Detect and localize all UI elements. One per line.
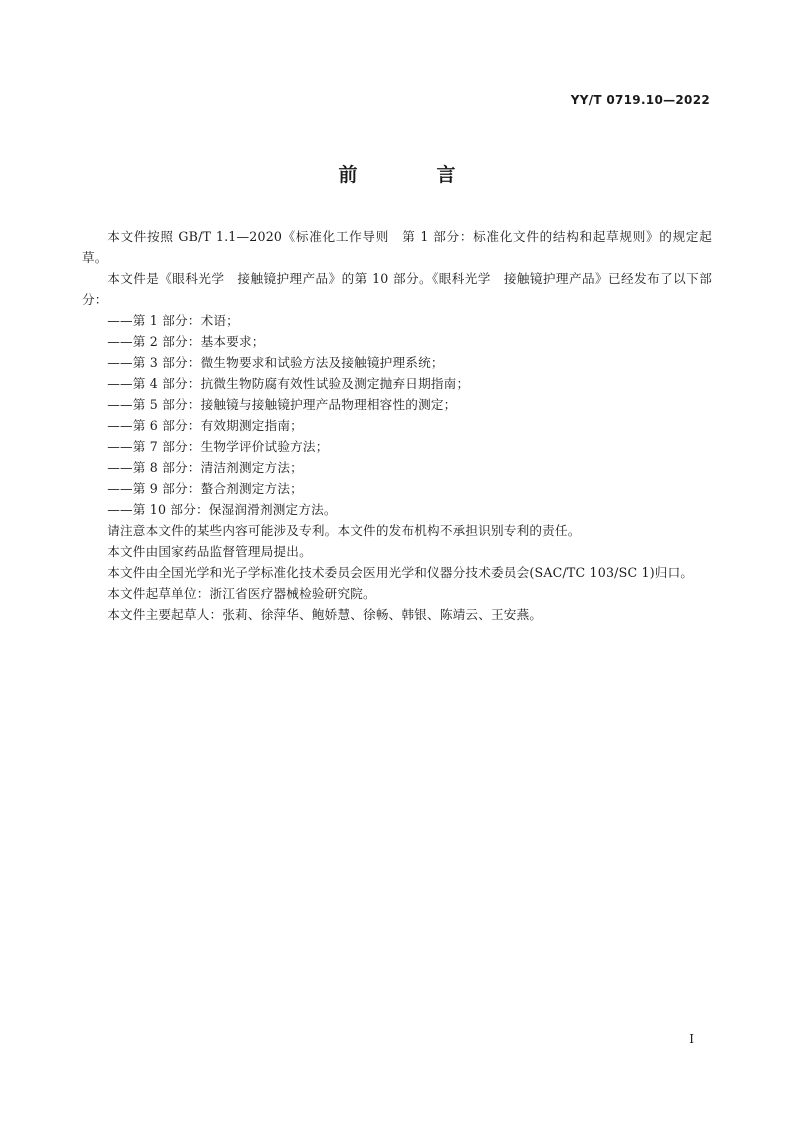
list-item: ——第 6 部分：有效期测定指南； <box>107 418 303 433</box>
list-item: ——第 10 部分：保湿润滑剂测定方法。 <box>107 502 337 517</box>
page-title: 前 言 <box>338 164 486 186</box>
intro-paragraph: 本文件按照 GB/T 1.1—2020《标准化工作导则 第 1 部分：标准化文件的结构和起草规则》的规定起草。 <box>82 229 712 265</box>
committee-paragraph: 本文件由全国光学和光子学标准化技术委员会医用光学和仪器分技术委员会(SAC/TC 103/SC 1)归口。 <box>107 565 694 580</box>
list-item: ——第 8 部分：清洁剂测定方法； <box>107 460 303 475</box>
standard-code: YY/T 0719.10—2022 <box>570 93 710 107</box>
patent-notice: 请注意本文件的某些内容可能涉及专利。本文件的发布机构不承担识别专利的责任。 <box>107 523 581 538</box>
drafting-unit-paragraph: 本文件起草单位：浙江省医疗器械检验研究院。 <box>107 586 376 601</box>
parts-list <box>82 310 712 520</box>
list-item: ——第 9 部分：螯合剂测定方法； <box>107 481 303 496</box>
list-item: ——第 2 部分：基本要求； <box>107 334 265 349</box>
list-item: ——第 1 部分：术语； <box>107 313 239 328</box>
list-item: ——第 3 部分：微生物要求和试验方法及接触镜护理系统； <box>107 355 444 370</box>
intro-paragraph: 本文件是《眼科光学 接触镜护理产品》的第 10 部分。《眼科光学 接触镜护理产品》已经发布了以下部分： <box>82 271 712 307</box>
list-item: ——第 4 部分：抗微生物防腐有效性试验及测定抛弃日期指南； <box>107 376 470 391</box>
document-body <box>82 226 712 625</box>
drafters-paragraph: 本文件主要起草人：张莉、徐萍华、鲍娇慧、徐畅、韩银、陈靖云、王安燕。 <box>107 607 543 622</box>
list-item: ——第 5 部分：接触镜与接触镜护理产品物理相容性的测定； <box>107 397 457 412</box>
proposer-paragraph: 本文件由国家药品监督管理局提出。 <box>107 544 312 559</box>
list-item: ——第 7 部分：生物学评价试验方法； <box>107 439 329 454</box>
page-number: I <box>689 1032 694 1046</box>
